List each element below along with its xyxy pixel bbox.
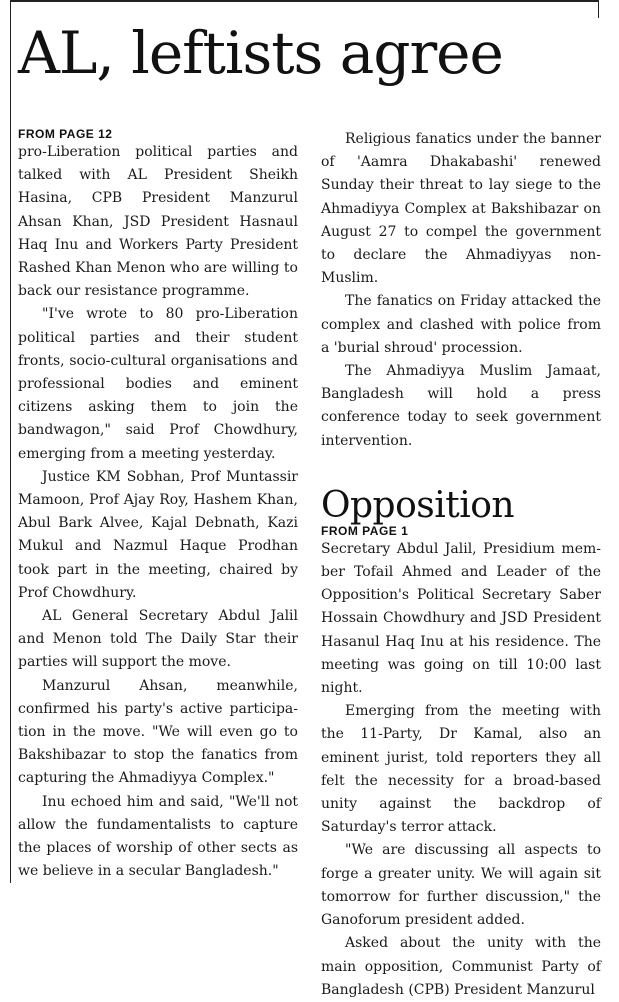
right-kicker: FROM PAGE 1	[321, 523, 409, 538]
article-paragraph: Asked about the unity with the main opposition, Communist Party of Bangladesh (CPB) President Manzurul	[321, 935, 601, 998]
article-paragraph: AL General Secretary Abdul Jalil and Menon told The Daily Star their parties will support the move.	[18, 608, 298, 671]
left-kicker: FROM PAGE 12	[18, 127, 113, 141]
article-paragraph: The fanatics on Friday attacked the complex and clashed with police from a 'burial shroud' procession.	[321, 293, 601, 356]
article-paragraph: "We are discussing all aspects to forge a greater unity. We will again sit tomorrow for further discussion," the Ganoforum president added.	[321, 842, 601, 929]
section-spacer	[321, 453, 601, 487]
article-paragraph: Inu echoed him and said, "We'll not allow the fundamentalists to capture the places of worship of other sects as we believe in a secular Bangladesh."	[18, 793, 298, 880]
article-paragraph: Religious fanatics under the banner of 'Aamra Dhakabashi' renewed Sunday their threat to lay siege to the Ahmadiyya Complex at Bakshibazar on August 27 to compel the government to declare the Ahmadiyyas non-Muslim.	[321, 131, 601, 287]
headline: AL, leftists agree	[18, 19, 503, 87]
right-column	[321, 128, 601, 1002]
article-paragraph: Secretary Abdul Jalil, Presidium member Tofail Ahmed and Leader of the Opposition's Political Secretary Saber Hossain Chowdhury and JSD President Hasanul Haq Inu at his residence. The meeting was going on till 10:00 last night.	[321, 540, 601, 697]
right-corner-rule	[598, 0, 599, 18]
top-rule	[10, 0, 599, 2]
opposition-subhead: Opposition	[321, 484, 515, 526]
article-paragraph: Justice KM Sobhan, Prof Muntassir Mamoon, Prof Ajay Roy, Hashem Khan, Abul Bark Alvee, Kajal Debnath, Kazi Mukul and Nazmul Haque Prodhan took part in the meeting, chaired by Prof Chowdhury.	[18, 468, 298, 601]
article-paragraph: Emerging from the meeting with the 11-Party, Dr Kamal, also an eminent jurist, told reporters they all felt the necessity for a broad-based unity against the backdrop of Saturday's terror attack.	[321, 703, 601, 836]
article-paragraph: "I've wrote to 80 pro-Liberation political parties and their student fronts, socio-cultural organisations and professional bodies and eminent citizens asking them to join the bandwagon," said Prof Chowdhury, emerging from a meeting yesterday.	[18, 306, 298, 462]
left-column-rule	[10, 0, 11, 883]
left-column	[18, 128, 298, 884]
article-paragraph: Manzurul Ahsan, meanwhile, confirmed his party's active participation in the move. "We will even go to Bakshibazar to stop the fanatics from capturing the Ahmadiyya Complex."	[18, 677, 298, 787]
article-paragraph: The Ahmadiyya Muslim Jamaat, Bangladesh will hold a press conference today to seek government intervention.	[321, 363, 601, 449]
article-paragraph: pro-Liberation political parties and talked with AL President Sheikh Hasina, CPB President Manzurul Ahsan Khan, JSD President Hasnaul Haq Inu and Workers Party President Rashed Khan Menon who are willing to back our resistance programme.	[18, 144, 298, 300]
